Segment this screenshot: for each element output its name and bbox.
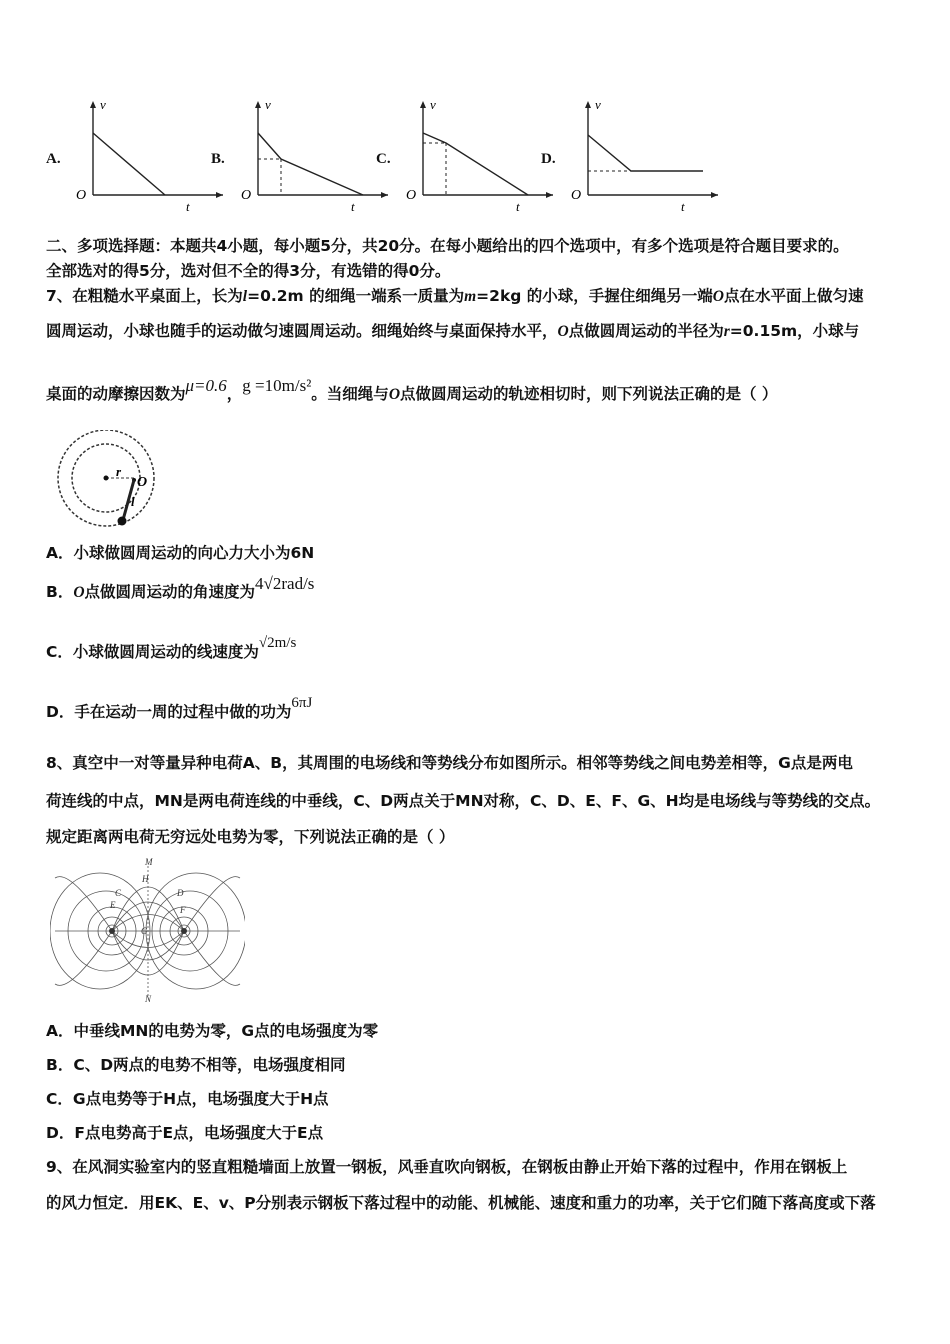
q8-stem-line3: 规定距离两电荷无穷远处电势为零，下列说法正确的是（ ） [46, 828, 455, 846]
svg-text:N: N [145, 994, 152, 1003]
q7-option-a[interactable]: A．小球做圆周运动的向心力大小为6N [46, 544, 315, 562]
q8-option-d[interactable]: D．F点电势高于E点，电场强度大于E点 [46, 1124, 324, 1142]
svg-text:O: O [406, 188, 417, 203]
graph-c-label: C. [376, 151, 391, 167]
svg-text:O: O [571, 188, 582, 203]
q7-g-formula: g =10m/s² [242, 376, 312, 395]
graph-c-plot [398, 95, 558, 215]
q8-stem-line1: 8、真空中一对等量异种电荷A、B，其周围的电场线和等势线分布如图所示。相邻等势线之间电势差相等，G点是两电 [46, 754, 853, 772]
svg-text:G: G [141, 926, 148, 936]
vt-graph-options [40, 95, 920, 220]
q7-option-b-formula: 4√2rad/s [255, 574, 315, 593]
q7-option-c-formula: √2m/s [258, 635, 297, 651]
graph-b-velocity-line [258, 133, 363, 195]
q7-stem-line1: 7、在粗糙水平桌面上，长为l=0.2m 的细绳一端系一质量为m=2kg 的小球，手握住细绳另一端O点在水平面上做匀速 [46, 287, 864, 305]
svg-text:O: O [241, 188, 252, 203]
svg-text:F: F [180, 905, 186, 915]
q7-mu-formula: μ=0.6 [185, 376, 227, 395]
q9-stem-line1: 9、在风洞实验室内的竖直粗糙墙面上放置一钢板，风垂直吹向钢板，在钢板由静止开始下落的过程中，作用在钢板上 [46, 1158, 848, 1176]
svg-text:D: D [177, 888, 184, 898]
section2-instructions-line2: 全部选对的得5分，选对但不全的得3分，有选错的得0分。 [46, 262, 451, 280]
q7-option-b[interactable]: B．O点做圆周运动的角速度为4√2rad/s [46, 574, 315, 601]
svg-text:v: v [430, 97, 436, 112]
svg-text:t: t [516, 199, 520, 214]
svg-text:O: O [137, 475, 148, 490]
q8-option-c[interactable]: C．G点电势等于H点，电场强度大于H点 [46, 1090, 329, 1108]
graph-d-velocity-line [588, 135, 703, 171]
q7-circle-figure [48, 430, 163, 530]
svg-text:H: H [142, 874, 149, 884]
graph-b-plot [233, 95, 393, 215]
svg-text:t: t [186, 199, 190, 214]
svg-text:r: r [116, 464, 122, 479]
graph-a-velocity-line [93, 133, 165, 195]
q7-stem-line2: 圆周运动，小球也随手的运动做匀速圆周运动。细绳始终与桌面保持水平，O点做圆周运动的半径为r=0.15m，小球与 [46, 322, 860, 340]
graph-c-velocity-line [423, 133, 528, 195]
section2-instructions-line1: 二、多项选择题：本题共4小题，每小题5分，共20分。在每小题给出的四个选项中，有多个选项是符合题目要求的。 [46, 237, 849, 255]
svg-text:E: E [110, 900, 116, 910]
graph-d-label: D. [541, 151, 556, 167]
graph-d-plot [563, 95, 723, 215]
q8-option-a[interactable]: A．中垂线MN的电势为零，G点的电场强度为零 [46, 1022, 379, 1040]
svg-text:t: t [681, 199, 685, 214]
svg-text:v: v [595, 97, 601, 112]
q8-electric-field-figure [50, 858, 245, 1003]
svg-text:O: O [76, 188, 87, 203]
q8-option-b[interactable]: B．C、D两点的电势不相等，电场强度相同 [46, 1056, 346, 1074]
q7-stem-line3: 桌面的动摩擦因数为μ=0.6，g =10m/s²。当细绳与O点做圆周运动的轨迹相切时，则下列说法正确的是（ ） [46, 376, 778, 403]
svg-text:C: C [115, 888, 122, 898]
svg-text:t: t [351, 199, 355, 214]
q7-option-c[interactable]: C．小球做圆周运动的线速度为√2m/s [46, 635, 297, 661]
q7-option-d-formula: 6πJ [291, 695, 313, 711]
q7-option-d[interactable]: D．手在运动一周的过程中做的功为6πJ [46, 695, 313, 721]
svg-text:l: l [131, 494, 135, 509]
graph-a-plot [68, 95, 228, 215]
svg-text:v: v [100, 97, 106, 112]
graph-d[interactable] [535, 95, 745, 220]
graph-a-label: A. [46, 151, 61, 167]
graph-b-label: B. [211, 151, 225, 167]
svg-text:v: v [265, 97, 271, 112]
q8-stem-line2: 荷连线的中点，MN是两电荷连线的中垂线，C、D两点关于MN对称，C、D、E、F、G、H均是电场线与等势线的交点。 [46, 792, 881, 810]
q9-stem-line2: 的风力恒定．用EK、E、v、P分别表示钢板下落过程中的动能、机械能、速度和重力的功率，关于它们随下落高度或下落 [46, 1194, 876, 1212]
svg-text:M: M [145, 858, 153, 867]
